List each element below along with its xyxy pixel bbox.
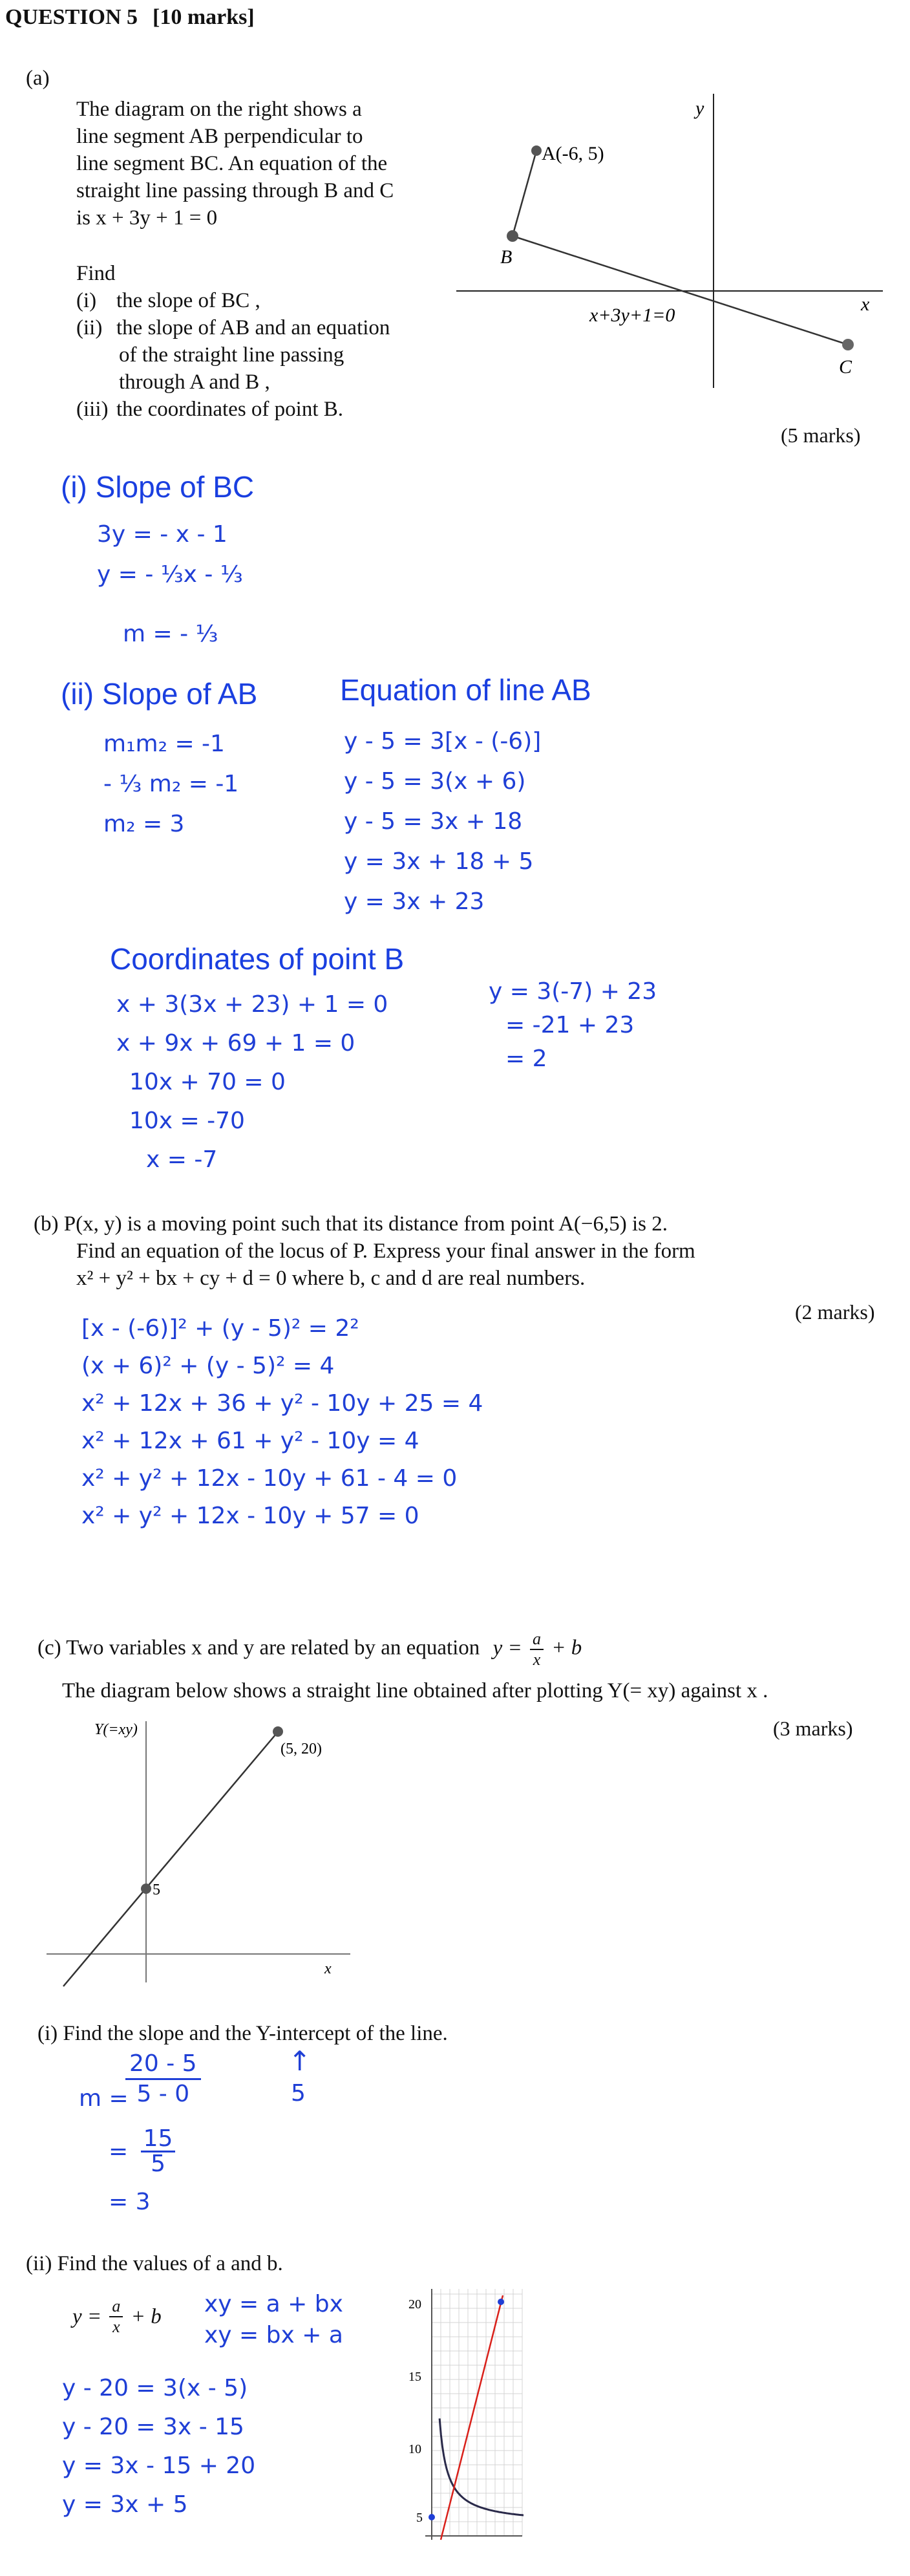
slope-step2: = $\frac{15}{5}$ [109,2127,175,2176]
slope-m-label: m = [79,2085,129,2112]
work-line: xy = a + bx [204,2291,343,2317]
part-c-q-i: (i) Find the slope and the Y-intercept of the line. [37,2022,448,2045]
sol-i-work [97,515,243,595]
eq-ab-work [344,722,541,922]
find-label: Find [76,262,116,285]
work-line: x = -7 [146,1146,218,1173]
work-line: m₁m₂ = -1 [103,731,225,757]
work-line: - ⅓ m₂ = -1 [103,771,239,797]
work-line: xy = bx + a [204,2322,343,2348]
label-a: A(-6, 5) [542,143,604,164]
work-line: x² + 12x + 61 + y² - 10y = 4 [81,1428,419,1454]
work-line: (x + 6)² + (y - 5)² = 4 [81,1353,335,1379]
given-denominator: x [112,2317,120,2336]
eq-ab-title: Equation of line AB [340,673,591,707]
coord-b-left-work [116,985,388,1179]
graph-point [498,2299,504,2305]
task-text: through A and B , [119,370,270,394]
slope-numerator: 20 - 5 [125,2050,201,2080]
point-a-dot [531,145,542,156]
label-y: y [695,98,704,119]
tick-label: 20 [408,2297,421,2312]
part-a-intro [76,96,394,231]
point-c-dot [842,339,854,350]
work-line: = 2 [505,1046,547,1072]
eq-y: y = [492,1636,522,1660]
prompt-line: (b) P(x, y) is a moving point such that its distance from point A(−6,5) is 2. [34,1212,668,1236]
sol-i-title: (i) Slope of BC [61,470,255,504]
point-label: (5, 20) [280,1741,322,1757]
curve-graph [394,2282,524,2541]
prompt-line: Find an equation of the locus of P. Express your final answer in the form [76,1240,695,1263]
task-text: of the straight line passing [119,343,344,367]
point-dot [273,1726,283,1737]
diagram-ab-bc [446,87,898,398]
intercept-label: 5 [153,1882,160,1898]
part-b-work [81,1310,483,1535]
sol-ii-title: (ii) Slope of AB [61,677,258,711]
work-line: x² + y² + 12x - 10y + 57 = 0 [81,1503,419,1529]
rearranged-work [204,2289,343,2351]
task-text: the coordinates of point B. [116,398,344,421]
y-axis-label: Y(=xy) [94,1721,138,1738]
work-line: y = 3x + 18 + 5 [344,848,534,875]
label-x: x [861,294,870,315]
question-marks: [10 marks] [153,5,255,29]
frac2-denominator: 5 [151,2151,165,2177]
prompt-line: x² + y² + bx + cy + d = 0 where b, c and d are real numbers. [76,1267,586,1290]
intro-text: (c) Two variables x and y are related by an equation [37,1636,480,1660]
work-line: = -21 + 23 [505,1012,635,1038]
task-num: (i) [76,289,97,312]
work-line: [x - (-6)]² + (y - 5)² = 2² [81,1315,359,1342]
work-line: y - 20 = 3x - 15 [62,2414,244,2440]
eq-denominator: x [533,1650,541,1669]
given-y: y = [72,2305,102,2328]
task-text: the slope of AB and an equation [116,316,390,339]
frac2-numerator: 15 [141,2127,176,2152]
slope-denominator: 5 - 0 [136,2081,190,2107]
part-c-q-ii: (ii) Find the values of a and b. [26,2252,283,2275]
intro-line: The diagram on the right shows a [76,98,362,121]
given-tail: + b [131,2305,162,2328]
eq-tail: + b [551,1636,582,1660]
work-line: x + 9x + 69 + 1 = 0 [116,1030,355,1057]
part-c-line2: The diagram below shows a straight line obtained after plotting Y(= xy) against x . [62,1679,768,1702]
given-equation [72,2297,162,2337]
work-line: y - 5 = 3x + 18 [344,808,523,835]
tick-label: 5 [416,2511,423,2525]
intercept-dot [141,1884,151,1894]
work-line: y = 3x + 23 [344,888,485,915]
part-b-prompt [34,1210,695,1292]
eq-numerator: a [530,1629,544,1650]
slope-fraction [125,2050,201,2109]
work-line: x² + y² + 12x - 10y + 61 - 4 = 0 [81,1465,458,1492]
label-b: B [500,246,513,268]
label-c: C [839,356,852,378]
intro-line: line segment BC. An equation of the [76,152,388,175]
part-c-intro [37,1629,582,1669]
work-line: y - 5 = 3(x + 6) [344,768,526,795]
x-axis-label: x [324,1960,332,1977]
label-line-eq: x+3y+1=0 [589,305,675,326]
given-numerator: a [109,2297,123,2317]
work-line: 10x = -70 [129,1108,245,1134]
intro-line: is x + 3y + 1 = 0 [76,206,218,230]
slope-result: = 3 [109,2189,151,2215]
task-num: (ii) [76,316,103,339]
plotted-line [63,1730,279,1986]
point-b-dot [507,230,518,242]
y-intercept-value: 5 [291,2080,306,2107]
work-line: m₂ = 3 [103,811,185,837]
work-line: y = 3x + 5 [62,2491,188,2518]
hyperbola-curve [439,2418,524,2515]
task-num: (iii) [76,398,109,421]
coord-b-title: Coordinates of point B [110,942,405,976]
intro-line: straight line passing through B and C [76,179,394,202]
part-b-marks: (2 marks) [795,1300,875,1324]
work-line: y - 5 = 3[x - (-6)] [344,728,542,755]
graph-intercept [429,2514,435,2520]
work-line: x + 3(3x + 23) + 1 = 0 [116,991,388,1018]
question-number: QUESTION 5 [5,5,138,29]
work-line: y = 3(-7) + 23 [489,978,657,1005]
segment-ab [513,151,536,236]
work-line: 10x + 70 = 0 [129,1069,286,1095]
diagram-y-vs-x [26,1707,388,1998]
tick-label: 10 [408,2442,421,2456]
sol-ii-work [62,2369,255,2524]
coord-b-right-work [489,975,657,1076]
part-a-marks: (5 marks) [781,424,861,447]
up-arrow-icon: ↑ [288,2045,312,2077]
part-a-label: (a) [26,67,50,90]
work-line: y = - ⅓x - ⅓ [97,561,243,588]
sol-i-result: m = - ⅓ [123,621,218,647]
part-c-marks: (3 marks) [773,1717,853,1740]
work-line: 3y = - x - 1 [97,521,228,548]
work-line: y = 3x - 15 + 20 [62,2453,256,2479]
intro-line: line segment AB perpendicular to [76,125,363,148]
work-line: x² + 12x + 36 + y² - 10y + 25 = 4 [81,1390,483,1417]
work-line: y - 20 = 3(x - 5) [62,2375,248,2401]
tick-label: 15 [408,2370,421,2384]
sol-ii-work [103,724,238,844]
task-text: the slope of BC , [116,289,260,312]
